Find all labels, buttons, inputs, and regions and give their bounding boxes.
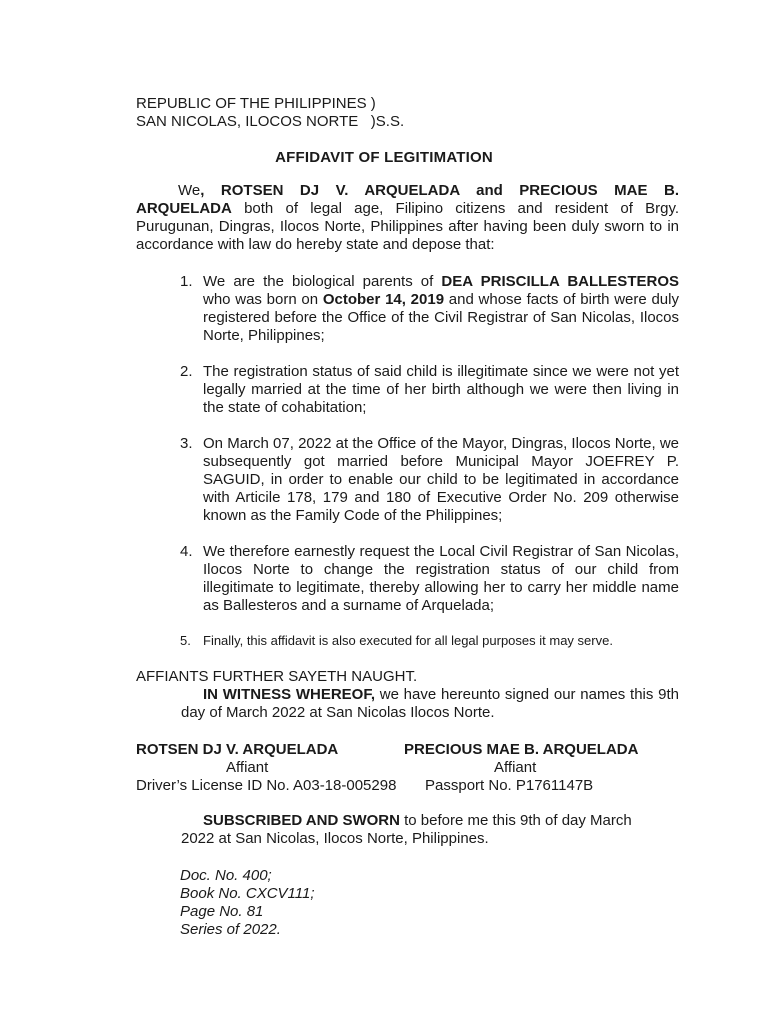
notary-page-no: Page No. 81	[180, 903, 264, 920]
list-item-text: On March 07, 2022 at the Office of the Mayor, Dingras, Ilocos Norte, we subsequently got married before Municipal Mayor JOEFREY P. SAGUID, in order to enable our child to be legitimated in accordance with Articile 178, 179 and 180 of Executive Order No. 209 otherwise known as the Family Code of the Philippines;	[203, 435, 679, 524]
birth-date: October 14, 2019	[322, 291, 445, 308]
signatory-role: Affiant	[494, 759, 537, 776]
list-item-number: 3.	[180, 435, 193, 452]
intro-paragraph	[136, 182, 679, 254]
venue-line-republic: REPUBLIC OF THE PHILIPPINES )	[136, 95, 376, 112]
item-text-part: and whose facts of birth were duly registered before the Office of the Civil Registrar of San Nicolas, Ilocos Norte, Philippines;	[203, 291, 679, 344]
list-item-number: 5.	[180, 633, 191, 648]
jurat-paragraph	[181, 812, 656, 848]
signatory-block	[404, 741, 694, 795]
jurat-text: to before me this 9th of day March 2022 at San Nicolas, Ilocos Norte, Philippines.	[181, 812, 632, 847]
document-title: AFFIDAVIT OF LEGITIMATION	[275, 149, 493, 166]
further-sayeth-line: AFFIANTS FURTHER SAYETH NAUGHT.	[136, 668, 418, 685]
list-item-text	[203, 273, 679, 345]
list-item-number: 4.	[180, 543, 193, 560]
signatory-name: ROTSEN DJ V. ARQUELADA	[136, 741, 339, 758]
notary-series: Series of 2022.	[180, 921, 281, 938]
list-item	[180, 273, 679, 345]
child-name: DEA PRISCILLA BALLESTEROS	[441, 273, 679, 290]
notarial-register	[180, 867, 315, 939]
list-item-text: Finally, this affidavit is also executed for all legal purposes it may serve.	[203, 633, 613, 648]
notary-book-no: Book No. CXCV111;	[180, 885, 315, 902]
notary-doc-no: Doc. No. 400;	[180, 867, 272, 884]
list-item-text: We therefore earnestly request the Local Civil Registrar of San Nicolas, Ilocos Norte to change the registration status of our child from illegitimate to legitimate, thereby allowing her to carry her middle name as Ballesteros and a surname of Arquelada;	[203, 543, 679, 614]
item-text-part: We are the biological parents of	[203, 273, 442, 290]
signatory-id: Driver’s License ID No. A03-18-005298	[136, 777, 397, 794]
witness-heading: IN WITNESS WHEREOF,	[203, 686, 375, 703]
witness-paragraph	[181, 686, 679, 722]
item-text-part: who was born on	[203, 291, 323, 308]
list-item-text: The registration status of said child is illegitimate since we were not yet legally married at the time of her birth although we were then living in the state of cohabitation;	[203, 363, 679, 416]
signatory-id: Passport No. P1761147B	[425, 777, 594, 794]
list-item	[180, 632, 679, 650]
affiant-names: , ROTSEN DJ V. ARQUELADA and PRECIOUS MAE B. ARQUELADA	[136, 182, 679, 217]
intro-text: both of legal age, Filipino citizens and resident of Brgy. Purugunan, Dingras, Ilocos Norte, Philippines after having been duly sworn to in accordance with law do hereby state and depose that:	[136, 200, 680, 253]
signatory-name: PRECIOUS MAE B. ARQUELADA	[404, 741, 639, 758]
list-item	[180, 363, 679, 417]
list-item	[180, 543, 679, 615]
venue-header	[136, 95, 536, 131]
list-item-number: 1.	[180, 273, 193, 290]
signatory-role: Affiant	[226, 759, 269, 776]
signatory-block	[136, 741, 426, 795]
intro-we: We	[178, 182, 201, 199]
venue-line-municipality: SAN NICOLAS, ILOCOS NORTE )S.S.	[136, 113, 405, 130]
list-item-number: 2.	[180, 363, 193, 380]
jurat-heading: SUBSCRIBED AND SWORN	[203, 812, 400, 829]
list-item	[180, 435, 679, 525]
witness-text: we have hereunto signed our names this 9th day of March 2022 at San Nicolas Ilocos Norte.	[181, 686, 679, 721]
